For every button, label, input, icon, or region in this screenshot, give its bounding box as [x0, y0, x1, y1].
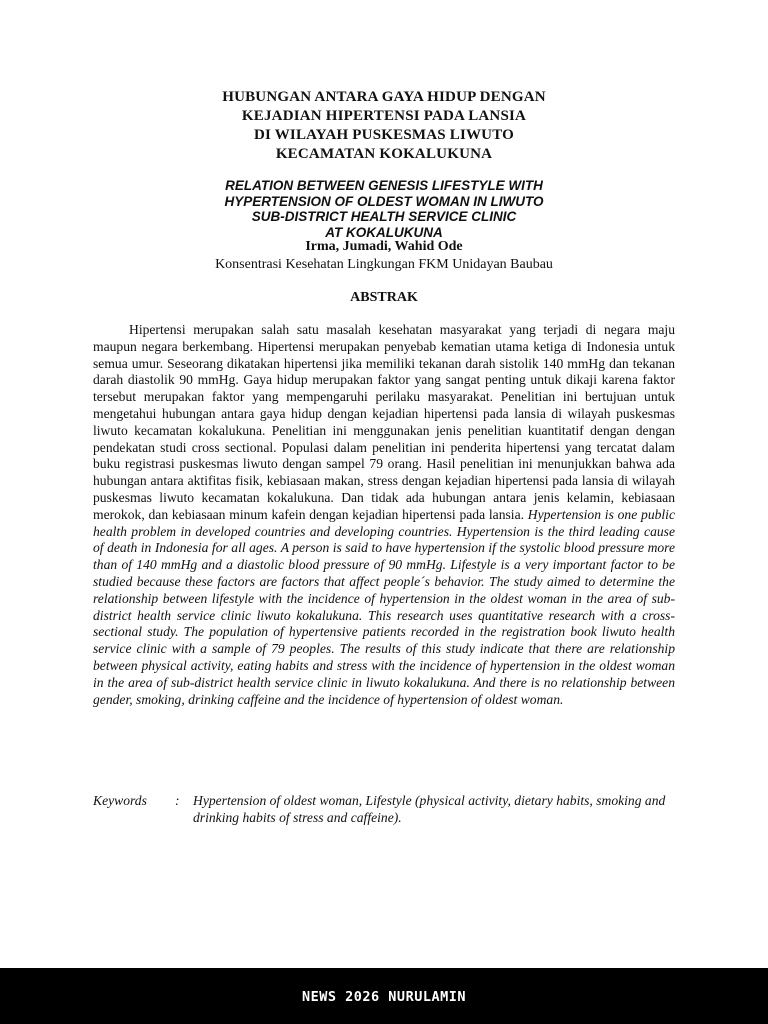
title-en-line: AT KOKALUKUNA: [325, 224, 443, 240]
keywords-colon: :: [175, 793, 180, 808]
title-id-line: HUBUNGAN ANTARA GAYA HIDUP DENGAN: [222, 89, 546, 105]
title-id-line: KEJADIAN HIPERTENSI PADA LANSIA: [241, 108, 527, 124]
keywords-label: Keywords: [93, 793, 147, 808]
title-en-line: SUB-DISTRICT HEALTH SERVICE CLINIC: [251, 209, 517, 224]
keywords: [93, 793, 675, 827]
abstract-english: Hypertension is one public health problem in developed countries and developing countries. Hypertension is the third leading cause of death in Indonesia for all ages. A person is said to have hypertension if the systolic blood pressure more than of 140 mmHg and a diastolic blood pressure of 90 mmHg. Lifestyle is a very important factor to be studied because these factors are factors that affect people´s behavior. The study aimed to determine the relationship between lifestyle with the incidence of hypertension in the oldest woman in the area of sub-district health service clinic liwuto kokalukuna. This research uses quantitative research with a cross-sectional study. The population of hypertensive patients recorded in the registration book liwuto health service clinic with a sample of 79 peoples. The results of this study indicate that there are relationship between physical activity, eating habits and stress with the incidence of hypertension in the oldest woman in the area of sub-district health service clinic in liwuto kokalukuna. And there is no relationship between gender, smoking, drinking caffeine and the incidence of hypertension of oldest woman.: [93, 506, 675, 707]
abstract-body: [93, 322, 675, 708]
title-id-line: KECAMATAN KOKALUKUNA: [275, 146, 493, 162]
title-en-line: RELATION BETWEEN GENESIS LIFESTYLE WITH: [225, 178, 543, 193]
title-indonesian: [100, 88, 668, 164]
authors: Irma, Jumadi, Wahid Ode: [305, 239, 463, 254]
title-english: [100, 178, 668, 240]
keywords-text: Hypertension of oldest woman, Lifestyle (physical activity, dietary habits, smoking and drinking habits of stress and caffeine).: [193, 793, 666, 825]
footer-bar: [0, 968, 768, 1024]
abstract-indonesian: Hipertensi merupakan salah satu masalah kesehatan masyarakat yang terjadi di negara maju maupun negara berkembang. Hipertensi merupakan penyebab kematian utama ketiga di Indonesia untuk semua umur. Seseorang dikatakan hipertensi jika memiliki tekanan darah sistolik 140 mmHg dan tekanan darah diastolik 90 mmHg. Gaya hidup merupakan faktor yang sangat penting untuk dikaji karena faktor tersebut merupakan faktor yang mempengaruhi perilaku masyarakat. Penelitian ini bertujuan untuk mengetahui hubungan antara gaya hidup dengan kejadian hipertensi pada lansia di wilayah puskesmas liwuto kecamatan kokalukuna. Penelitian ini menggunakan jenis penelitian kuantitatif dengan dengan pendekatan studi cross sectional. Populasi dalam penelitian ini penderita hipertensi yang tercatat dalam buku registrasi puskesmas liwuto dengan sampel 79 orang. Hasil penelitian ini menunjukkan bahwa ada hubungan antara aktifitas fisik, kebiasaan makan, stress dengan kejadian hipertensi pada lansia di wilayah puskesmas liwuto kecamatan kokalukuna. Dan tidak ada hubungan antara jenis kelamin, kebiasaan merokok, dan kebiasaan minum kafein dengan kejadian hipertensi pada lansia.: [93, 322, 675, 522]
footer-watermark-text: NEWS 2026 NURULAMIN: [302, 989, 466, 1005]
title-en-line: HYPERTENSION OF OLDEST WOMAN IN LIWUTO: [224, 193, 544, 209]
affiliation: Konsentrasi Kesehatan Lingkungan FKM Unidayan Baubau: [215, 257, 553, 272]
title-id-line: DI WILAYAH PUSKESMAS LIWUTO: [253, 127, 515, 143]
abstract-heading: ABSTRAK: [350, 290, 418, 305]
